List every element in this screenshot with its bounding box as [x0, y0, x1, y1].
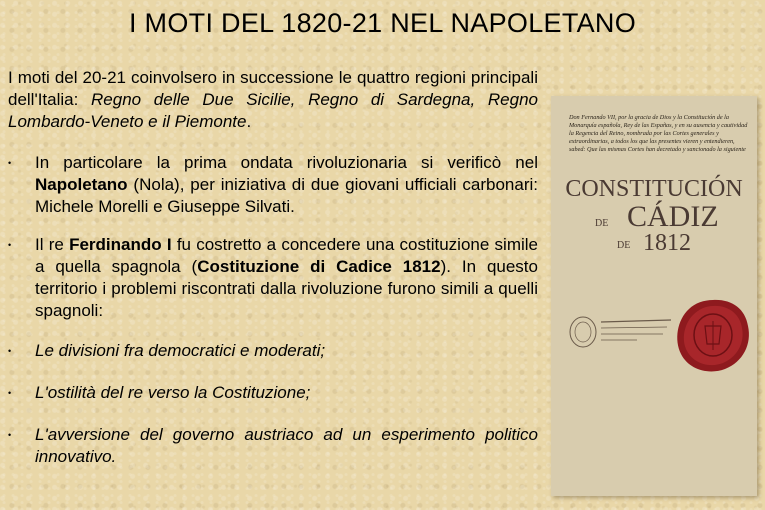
- intro-lead: I moti del 20-21 coinvolsero in successione le quattro regioni principali dell'Italia:: [8, 68, 538, 109]
- bullet-item-ferdinando: [8, 234, 538, 322]
- intro-end: .: [246, 112, 252, 131]
- bullet-list: [8, 152, 538, 468]
- document-title-de: DE: [595, 218, 609, 229]
- bullet-icon: •: [8, 430, 12, 440]
- bullet-bold-text: Costituzione di Cadice 1812: [197, 257, 441, 276]
- slide-title: I MOTI DEL 1820-21 NEL NAPOLETANO: [128, 8, 637, 38]
- wax-seal-icon: [673, 296, 753, 376]
- bullet-text: (Nola), per iniziativa di due giovani ufficiali carbonari: Michele Morelli e Giuseppe Silvati.: [35, 175, 538, 216]
- bullet-italic-text: L'ostilità del re verso la Costituzione;: [35, 383, 311, 402]
- document-title-de-2: DE: [617, 240, 631, 251]
- bullet-text: In particolare la prima ondata rivoluzionaria si verificò nel: [35, 153, 538, 172]
- bullet-italic-text: L'avversione del governo austriaco ad un esperimento politico innovativo.: [35, 425, 538, 466]
- document-title-constitucion: CONSTITUCIÓN: [565, 176, 743, 202]
- bullet-text: Il re: [35, 235, 70, 254]
- document-title-cadiz: CÁDIZ: [627, 200, 719, 233]
- bullet-icon: •: [8, 158, 12, 168]
- bullet-bold-text: Napoletano: [35, 175, 128, 194]
- bullet-item-ostilita: [8, 382, 538, 404]
- ink-stamp-icon: [567, 308, 677, 358]
- intro-regions: Regno delle Due Sicilie, Regno di Sardegna, Regno Lombardo-Veneto e il Piemonte: [8, 90, 538, 131]
- document-title-year: 1812: [643, 230, 691, 256]
- bullet-bold-text: Ferdinando I: [69, 235, 172, 254]
- document-header-text: Don Fernando VII, por la gracia de Dios y la Constitución de la Monarquía española, Rey de las Españas, y en su ausencia y cautividad la Regencia del Reino, nombrada por las Cortes generales y extraordinarias, a todos los que las presentes vieren y entendieren, sabed: Que las mismas Cortes han decretado y sancionado la siguiente: [569, 114, 748, 153]
- bullet-text: ). In questo territorio i problemi riscontrati dalla rivoluzione furono simili a quelli spagnoli:: [35, 257, 538, 320]
- bullet-item-divisioni: [8, 340, 538, 362]
- bullet-item-avversione: [8, 424, 538, 468]
- bullet-icon: •: [8, 240, 12, 250]
- intro-paragraph: [8, 67, 538, 133]
- bullet-item-napoletano: [8, 152, 538, 218]
- bullet-text: fu costretto a concedere una costituzione simile a quella spagnola (: [35, 235, 538, 276]
- constitution-document-image: [551, 96, 757, 496]
- bullet-icon: •: [8, 388, 12, 398]
- bullet-icon: •: [8, 346, 12, 356]
- bullet-italic-text: Le divisioni fra democratici e moderati;: [35, 341, 326, 360]
